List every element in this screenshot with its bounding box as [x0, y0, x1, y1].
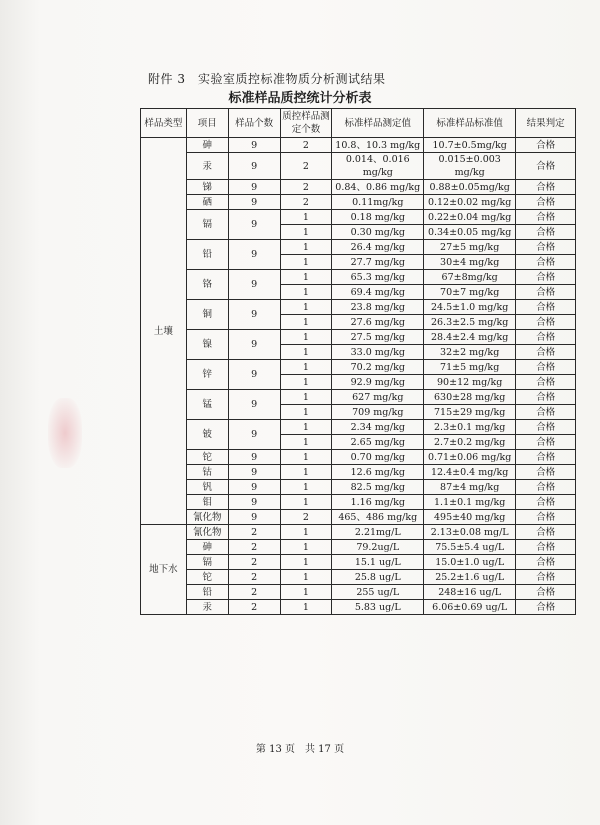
standard-value-cell: 0.015±0.003 mg/kg: [424, 153, 516, 180]
result-cell: 合格: [516, 465, 576, 480]
sample-count-cell: 9: [228, 330, 280, 360]
result-cell: 合格: [516, 180, 576, 195]
qc-count-cell: 1: [280, 285, 332, 300]
standard-value-cell: 71±5 mg/kg: [424, 360, 516, 375]
col-header-sample-count: 样品个数: [228, 109, 280, 138]
standard-value-cell: 0.71±0.06 mg/kg: [424, 450, 516, 465]
measured-value-cell: 33.0 mg/kg: [332, 345, 424, 360]
seal-stamp: [48, 398, 82, 468]
qc-count-cell: 1: [280, 480, 332, 495]
measured-value-cell: 12.6 mg/kg: [332, 465, 424, 480]
qc-count-cell: 1: [280, 315, 332, 330]
standard-value-cell: 0.34±0.05 mg/kg: [424, 225, 516, 240]
sample-count-cell: 2: [228, 585, 280, 600]
measured-value-cell: 2.21mg/L: [332, 525, 424, 540]
result-cell: 合格: [516, 540, 576, 555]
measured-value-cell: 0.014、0.016 mg/kg: [332, 153, 424, 180]
sample-count-cell: 2: [228, 525, 280, 540]
table-row: [141, 360, 576, 375]
measured-value-cell: 1.16 mg/kg: [332, 495, 424, 510]
qc-count-cell: 1: [280, 555, 332, 570]
table-row: [141, 480, 576, 495]
sample-count-cell: 9: [228, 300, 280, 330]
measured-value-cell: 465、486 mg/kg: [332, 510, 424, 525]
measured-value-cell: 2.34 mg/kg: [332, 420, 424, 435]
qc-count-cell: 1: [280, 255, 332, 270]
sample-count-cell: 2: [228, 600, 280, 615]
standard-value-cell: 1.1±0.1 mg/kg: [424, 495, 516, 510]
qc-count-cell: 1: [280, 585, 332, 600]
standard-value-cell: 12.4±0.4 mg/kg: [424, 465, 516, 480]
qc-count-cell: 1: [280, 330, 332, 345]
table-row: [141, 240, 576, 255]
sample-count-cell: 9: [228, 420, 280, 450]
qc-count-cell: 1: [280, 360, 332, 375]
result-cell: 合格: [516, 285, 576, 300]
table-row: [141, 270, 576, 285]
qc-count-cell: 1: [280, 420, 332, 435]
qc-count-cell: 1: [280, 570, 332, 585]
table-title: 标准样品质控统计分析表: [228, 91, 372, 106]
table-row: [141, 600, 576, 615]
item-name-cell: 镍: [186, 330, 228, 360]
measured-value-cell: 709 mg/kg: [332, 405, 424, 420]
result-cell: 合格: [516, 405, 576, 420]
qc-count-cell: 1: [280, 390, 332, 405]
qc-count-cell: 1: [280, 495, 332, 510]
standard-value-cell: 28.4±2.4 mg/kg: [424, 330, 516, 345]
measured-value-cell: 10.8、10.3 mg/kg: [332, 138, 424, 153]
qc-count-cell: 1: [280, 465, 332, 480]
result-cell: 合格: [516, 480, 576, 495]
qc-count-cell: 1: [280, 300, 332, 315]
sample-count-cell: 2: [228, 570, 280, 585]
sample-count-cell: 2: [228, 555, 280, 570]
measured-value-cell: 5.83 ug/L: [332, 600, 424, 615]
col-header-item: 项目: [186, 109, 228, 138]
qc-count-cell: 1: [280, 240, 332, 255]
measured-value-cell: 69.4 mg/kg: [332, 285, 424, 300]
result-cell: 合格: [516, 450, 576, 465]
result-cell: 合格: [516, 570, 576, 585]
result-cell: 合格: [516, 270, 576, 285]
result-cell: 合格: [516, 153, 576, 180]
table-row: [141, 390, 576, 405]
standard-value-cell: 24.5±1.0 mg/kg: [424, 300, 516, 315]
item-name-cell: 砷: [186, 540, 228, 555]
measured-value-cell: 27.6 mg/kg: [332, 315, 424, 330]
measured-value-cell: 65.3 mg/kg: [332, 270, 424, 285]
result-cell: 合格: [516, 225, 576, 240]
measured-value-cell: 0.70 mg/kg: [332, 450, 424, 465]
sample-count-cell: 9: [228, 465, 280, 480]
qc-count-cell: 1: [280, 345, 332, 360]
result-cell: 合格: [516, 345, 576, 360]
result-cell: 合格: [516, 435, 576, 450]
measured-value-cell: 27.7 mg/kg: [332, 255, 424, 270]
table-row: [141, 138, 576, 153]
sample-count-cell: 9: [228, 495, 280, 510]
table-row: [141, 180, 576, 195]
item-name-cell: 钒: [186, 480, 228, 495]
qc-count-cell: 2: [280, 195, 332, 210]
item-name-cell: 铬: [186, 270, 228, 300]
qc-count-cell: 1: [280, 435, 332, 450]
measured-value-cell: 23.8 mg/kg: [332, 300, 424, 315]
page-number: 第 13 页 共 17 页: [255, 744, 345, 755]
table-row: [141, 570, 576, 585]
item-name-cell: 钴: [186, 465, 228, 480]
standard-value-cell: 10.7±0.5mg/kg: [424, 138, 516, 153]
result-cell: 合格: [516, 555, 576, 570]
table-row: [141, 585, 576, 600]
table-row: [141, 420, 576, 435]
sample-count-cell: 9: [228, 210, 280, 240]
item-name-cell: 硒: [186, 195, 228, 210]
standard-value-cell: 0.88±0.05mg/kg: [424, 180, 516, 195]
table-row: [141, 195, 576, 210]
item-name-cell: 铊: [186, 570, 228, 585]
result-cell: 合格: [516, 240, 576, 255]
qc-count-cell: 2: [280, 180, 332, 195]
sample-count-cell: 9: [228, 153, 280, 180]
standard-value-cell: 67±8mg/kg: [424, 270, 516, 285]
result-cell: 合格: [516, 585, 576, 600]
measured-value-cell: 92.9 mg/kg: [332, 375, 424, 390]
standard-value-cell: 0.22±0.04 mg/kg: [424, 210, 516, 225]
qc-count-cell: 1: [280, 525, 332, 540]
result-cell: 合格: [516, 210, 576, 225]
attachment-header: 附件 3 实验室质控标准物质分析测试结果: [148, 72, 386, 86]
item-name-cell: 锌: [186, 360, 228, 390]
sample-type-cell: 地下水: [141, 525, 187, 615]
result-cell: 合格: [516, 330, 576, 345]
item-name-cell: 镉: [186, 210, 228, 240]
standard-value-cell: 70±7 mg/kg: [424, 285, 516, 300]
item-name-cell: 铜: [186, 300, 228, 330]
item-name-cell: 铊: [186, 450, 228, 465]
qc-count-cell: 1: [280, 210, 332, 225]
result-cell: 合格: [516, 138, 576, 153]
measured-value-cell: 27.5 mg/kg: [332, 330, 424, 345]
item-name-cell: 氰化物: [186, 510, 228, 525]
qc-count-cell: 1: [280, 450, 332, 465]
sample-count-cell: 9: [228, 195, 280, 210]
result-cell: 合格: [516, 510, 576, 525]
measured-value-cell: 70.2 mg/kg: [332, 360, 424, 375]
qc-count-cell: 1: [280, 540, 332, 555]
qc-count-cell: 2: [280, 510, 332, 525]
measured-value-cell: 627 mg/kg: [332, 390, 424, 405]
result-cell: 合格: [516, 525, 576, 540]
sample-type-cell: 土壤: [141, 138, 187, 525]
measured-value-cell: 0.18 mg/kg: [332, 210, 424, 225]
table-row: [141, 210, 576, 225]
measured-value-cell: 0.11mg/kg: [332, 195, 424, 210]
standard-value-cell: 26.3±2.5 mg/kg: [424, 315, 516, 330]
item-name-cell: 汞: [186, 153, 228, 180]
table-row: [141, 450, 576, 465]
standard-value-cell: 27±5 mg/kg: [424, 240, 516, 255]
table-header-row: [141, 109, 576, 138]
result-cell: 合格: [516, 420, 576, 435]
col-header-qc-count: 质控样品测定个数: [280, 109, 332, 138]
item-name-cell: 锰: [186, 390, 228, 420]
table-row: [141, 555, 576, 570]
measured-value-cell: 82.5 mg/kg: [332, 480, 424, 495]
table-row: [141, 330, 576, 345]
measured-value-cell: 2.65 mg/kg: [332, 435, 424, 450]
standard-value-cell: 2.7±0.2 mg/kg: [424, 435, 516, 450]
result-cell: 合格: [516, 390, 576, 405]
item-name-cell: 镉: [186, 555, 228, 570]
table-row: [141, 540, 576, 555]
result-cell: 合格: [516, 300, 576, 315]
sample-count-cell: 9: [228, 480, 280, 495]
item-name-cell: 砷: [186, 138, 228, 153]
measured-value-cell: 15.1 ug/L: [332, 555, 424, 570]
standard-value-cell: 15.0±1.0 ug/L: [424, 555, 516, 570]
standard-value-cell: 75.5±5.4 ug/L: [424, 540, 516, 555]
sample-count-cell: 9: [228, 138, 280, 153]
standard-value-cell: 0.12±0.02 mg/kg: [424, 195, 516, 210]
table-row: [141, 300, 576, 315]
item-name-cell: 铍: [186, 420, 228, 450]
table-row: [141, 510, 576, 525]
col-header-sample-type: 样品类型: [141, 109, 187, 138]
result-cell: 合格: [516, 375, 576, 390]
standard-value-cell: 30±4 mg/kg: [424, 255, 516, 270]
result-cell: 合格: [516, 495, 576, 510]
standard-value-cell: 495±40 mg/kg: [424, 510, 516, 525]
qc-count-cell: 1: [280, 600, 332, 615]
table-body: [141, 138, 576, 615]
table-row: [141, 153, 576, 180]
standard-value-cell: 715±29 mg/kg: [424, 405, 516, 420]
sample-count-cell: 9: [228, 390, 280, 420]
item-name-cell: 铅: [186, 240, 228, 270]
standard-value-cell: 32±2 mg/kg: [424, 345, 516, 360]
standard-value-cell: 25.2±1.6 ug/L: [424, 570, 516, 585]
table-row: [141, 495, 576, 510]
sample-count-cell: 2: [228, 540, 280, 555]
measured-value-cell: 0.30 mg/kg: [332, 225, 424, 240]
measured-value-cell: 26.4 mg/kg: [332, 240, 424, 255]
table-row: [141, 465, 576, 480]
qc-count-cell: 2: [280, 153, 332, 180]
qc-count-cell: 2: [280, 138, 332, 153]
item-name-cell: 铅: [186, 585, 228, 600]
qc-count-cell: 1: [280, 375, 332, 390]
result-cell: 合格: [516, 195, 576, 210]
standard-value-cell: 2.3±0.1 mg/kg: [424, 420, 516, 435]
result-cell: 合格: [516, 600, 576, 615]
qc-count-cell: 1: [280, 270, 332, 285]
standard-value-cell: 6.06±0.69 ug/L: [424, 600, 516, 615]
sample-count-cell: 9: [228, 360, 280, 390]
sample-count-cell: 9: [228, 510, 280, 525]
standard-value-cell: 630±28 mg/kg: [424, 390, 516, 405]
result-cell: 合格: [516, 255, 576, 270]
measured-value-cell: 255 ug/L: [332, 585, 424, 600]
measured-value-cell: 79.2ug/L: [332, 540, 424, 555]
qc-statistics-table: [140, 108, 576, 615]
sample-count-cell: 9: [228, 450, 280, 465]
result-cell: 合格: [516, 360, 576, 375]
standard-value-cell: 87±4 mg/kg: [424, 480, 516, 495]
sample-count-cell: 9: [228, 270, 280, 300]
item-name-cell: 汞: [186, 600, 228, 615]
item-name-cell: 锑: [186, 180, 228, 195]
result-cell: 合格: [516, 315, 576, 330]
qc-count-cell: 1: [280, 225, 332, 240]
col-header-standard-value: 标准样品标准值: [424, 109, 516, 138]
standard-value-cell: 248±16 ug/L: [424, 585, 516, 600]
item-name-cell: 氰化物: [186, 525, 228, 540]
col-header-result: 结果判定: [516, 109, 576, 138]
table-row: [141, 525, 576, 540]
standard-value-cell: 2.13±0.08 mg/L: [424, 525, 516, 540]
sample-count-cell: 9: [228, 180, 280, 195]
sample-count-cell: 9: [228, 240, 280, 270]
measured-value-cell: 25.8 ug/L: [332, 570, 424, 585]
col-header-measured-value: 标准样品测定值: [332, 109, 424, 138]
qc-count-cell: 1: [280, 405, 332, 420]
measured-value-cell: 0.84、0.86 mg/kg: [332, 180, 424, 195]
item-name-cell: 钼: [186, 495, 228, 510]
standard-value-cell: 90±12 mg/kg: [424, 375, 516, 390]
